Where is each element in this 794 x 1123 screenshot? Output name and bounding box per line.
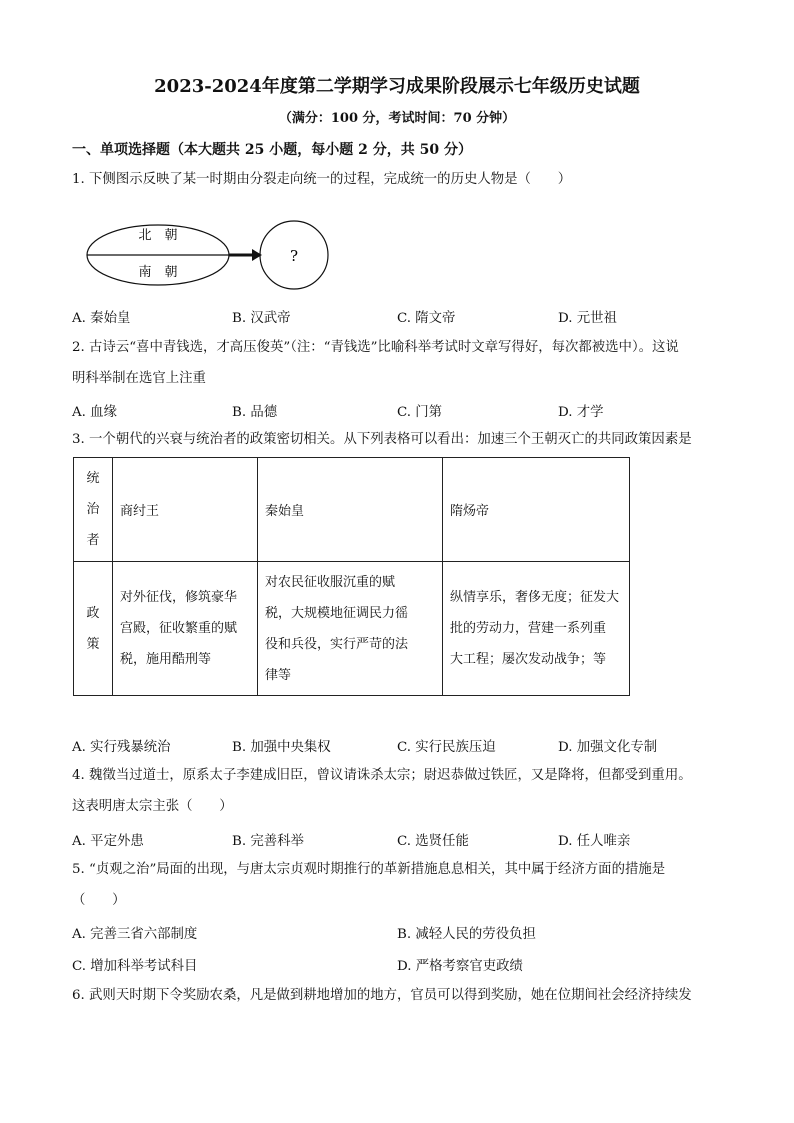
q2-option-d: D. 才学 [558, 405, 604, 420]
question-2-line-1: 2. 古诗云“喜中青钱选，才高压俊英”（注：“青钱选”比喻科举考试时文章写得好，每次都被选中）。这说 [72, 340, 679, 355]
q1-option-c: C. 隋文帝 [397, 311, 456, 326]
q3-option-c: C. 实行民族压迫 [397, 740, 496, 755]
split-to-unification-diagram [84, 213, 344, 297]
q1-option-a: A. 秦始皇 [72, 311, 131, 326]
question-1-stem: 1. 下侧图示反映了某一时期由分裂走向统一的过程，完成统一的历史人物是（ ） [72, 172, 572, 187]
q2-option-b: B. 品德 [232, 405, 278, 420]
q4-option-c: C. 选贤任能 [397, 834, 469, 849]
question-4-line-1: 4. 魏徵当过道士，原系太子李建成旧臣，曾议请诛杀太宗；尉迟恭做过铁匠，又是降将，但都受到重用。 [72, 768, 692, 783]
exam-info: （满分：100 分，考试时间：70 分钟） [278, 111, 516, 126]
section-title: 一、单项选择题（本大题共 25 小题，每小题 2 分，共 50 分） [72, 142, 472, 158]
diagram-bottom-label: 南 朝 [138, 265, 178, 280]
question-5-line-2: （ ） [72, 893, 126, 908]
q3-option-a: A. 实行残暴统治 [72, 740, 171, 755]
q4-option-a: A. 平定外患 [72, 834, 144, 849]
q2-option-a: A. 血缘 [72, 405, 117, 420]
row-label-rulers: 统 治 者 [74, 458, 113, 562]
q3-option-b: B. 加强中央集权 [232, 740, 331, 755]
question-4-line-2: 这表明唐太宗主张（ ） [72, 799, 233, 814]
question-3-stem: 3. 一个朝代的兴衰与统治者的政策密切相关。从下列表格可以看出：加速三个王朝灭亡的共同政策因素是 [72, 432, 692, 447]
policy-sui-yangdi: 纵情享乐，奢侈无度；征发大 批的劳动力，营建一系列重 大工程；屡次发动战争；等 [443, 562, 630, 696]
q5-option-a: A. 完善三省六部制度 [72, 927, 198, 942]
q1-option-b: B. 汉武帝 [232, 311, 291, 326]
diagram-unknown-label: ? [289, 247, 299, 265]
row-label-policies: 政 策 [74, 562, 113, 696]
q5-option-d: D. 严格考察官吏政绩 [397, 959, 523, 974]
page-title: 2023-2024年度第二学期学习成果阶段展示七年级历史试题 [154, 76, 640, 97]
question-5-line-1: 5. “贞观之治”局面的出现，与唐太宗贞观时期推行的革新措施息息相关，其中属于经济方面的措施是 [72, 862, 666, 877]
policy-shang-zhou: 对外征伐，修筑豪华 宫殿，征收繁重的赋 税，施用酷刑等 [113, 562, 258, 696]
rulers-policies-table [73, 457, 630, 696]
ruler-sui-yangdi: 隋炀帝 [443, 458, 630, 562]
question-6-line-1: 6. 武则天时期下令奖励农桑，凡是做到耕地增加的地方，官员可以得到奖励，她在位期间社会经济持续发 [72, 988, 692, 1003]
q5-option-b: B. 减轻人民的劳役负担 [397, 927, 536, 942]
ruler-qin-shihuang: 秦始皇 [258, 458, 443, 562]
q3-option-d: D. 加强文化专制 [558, 740, 658, 755]
question-2-line-2: 明科举制在选官上注重 [72, 371, 206, 386]
policy-qin-shihuang: 对农民征收服沉重的赋 税，大规模地征调民力徭 役和兵役，实行严苛的法 律等 [258, 562, 443, 696]
q2-option-c: C. 门第 [397, 405, 443, 420]
q4-option-b: B. 完善科举 [232, 834, 304, 849]
diagram-top-label: 北 朝 [138, 228, 178, 243]
q5-option-c: C. 增加科举考试科目 [72, 959, 198, 974]
q4-option-d: D. 任人唯亲 [558, 834, 631, 849]
ruler-shang-zhou: 商纣王 [113, 458, 258, 562]
q1-option-d: D. 元世祖 [558, 311, 617, 326]
